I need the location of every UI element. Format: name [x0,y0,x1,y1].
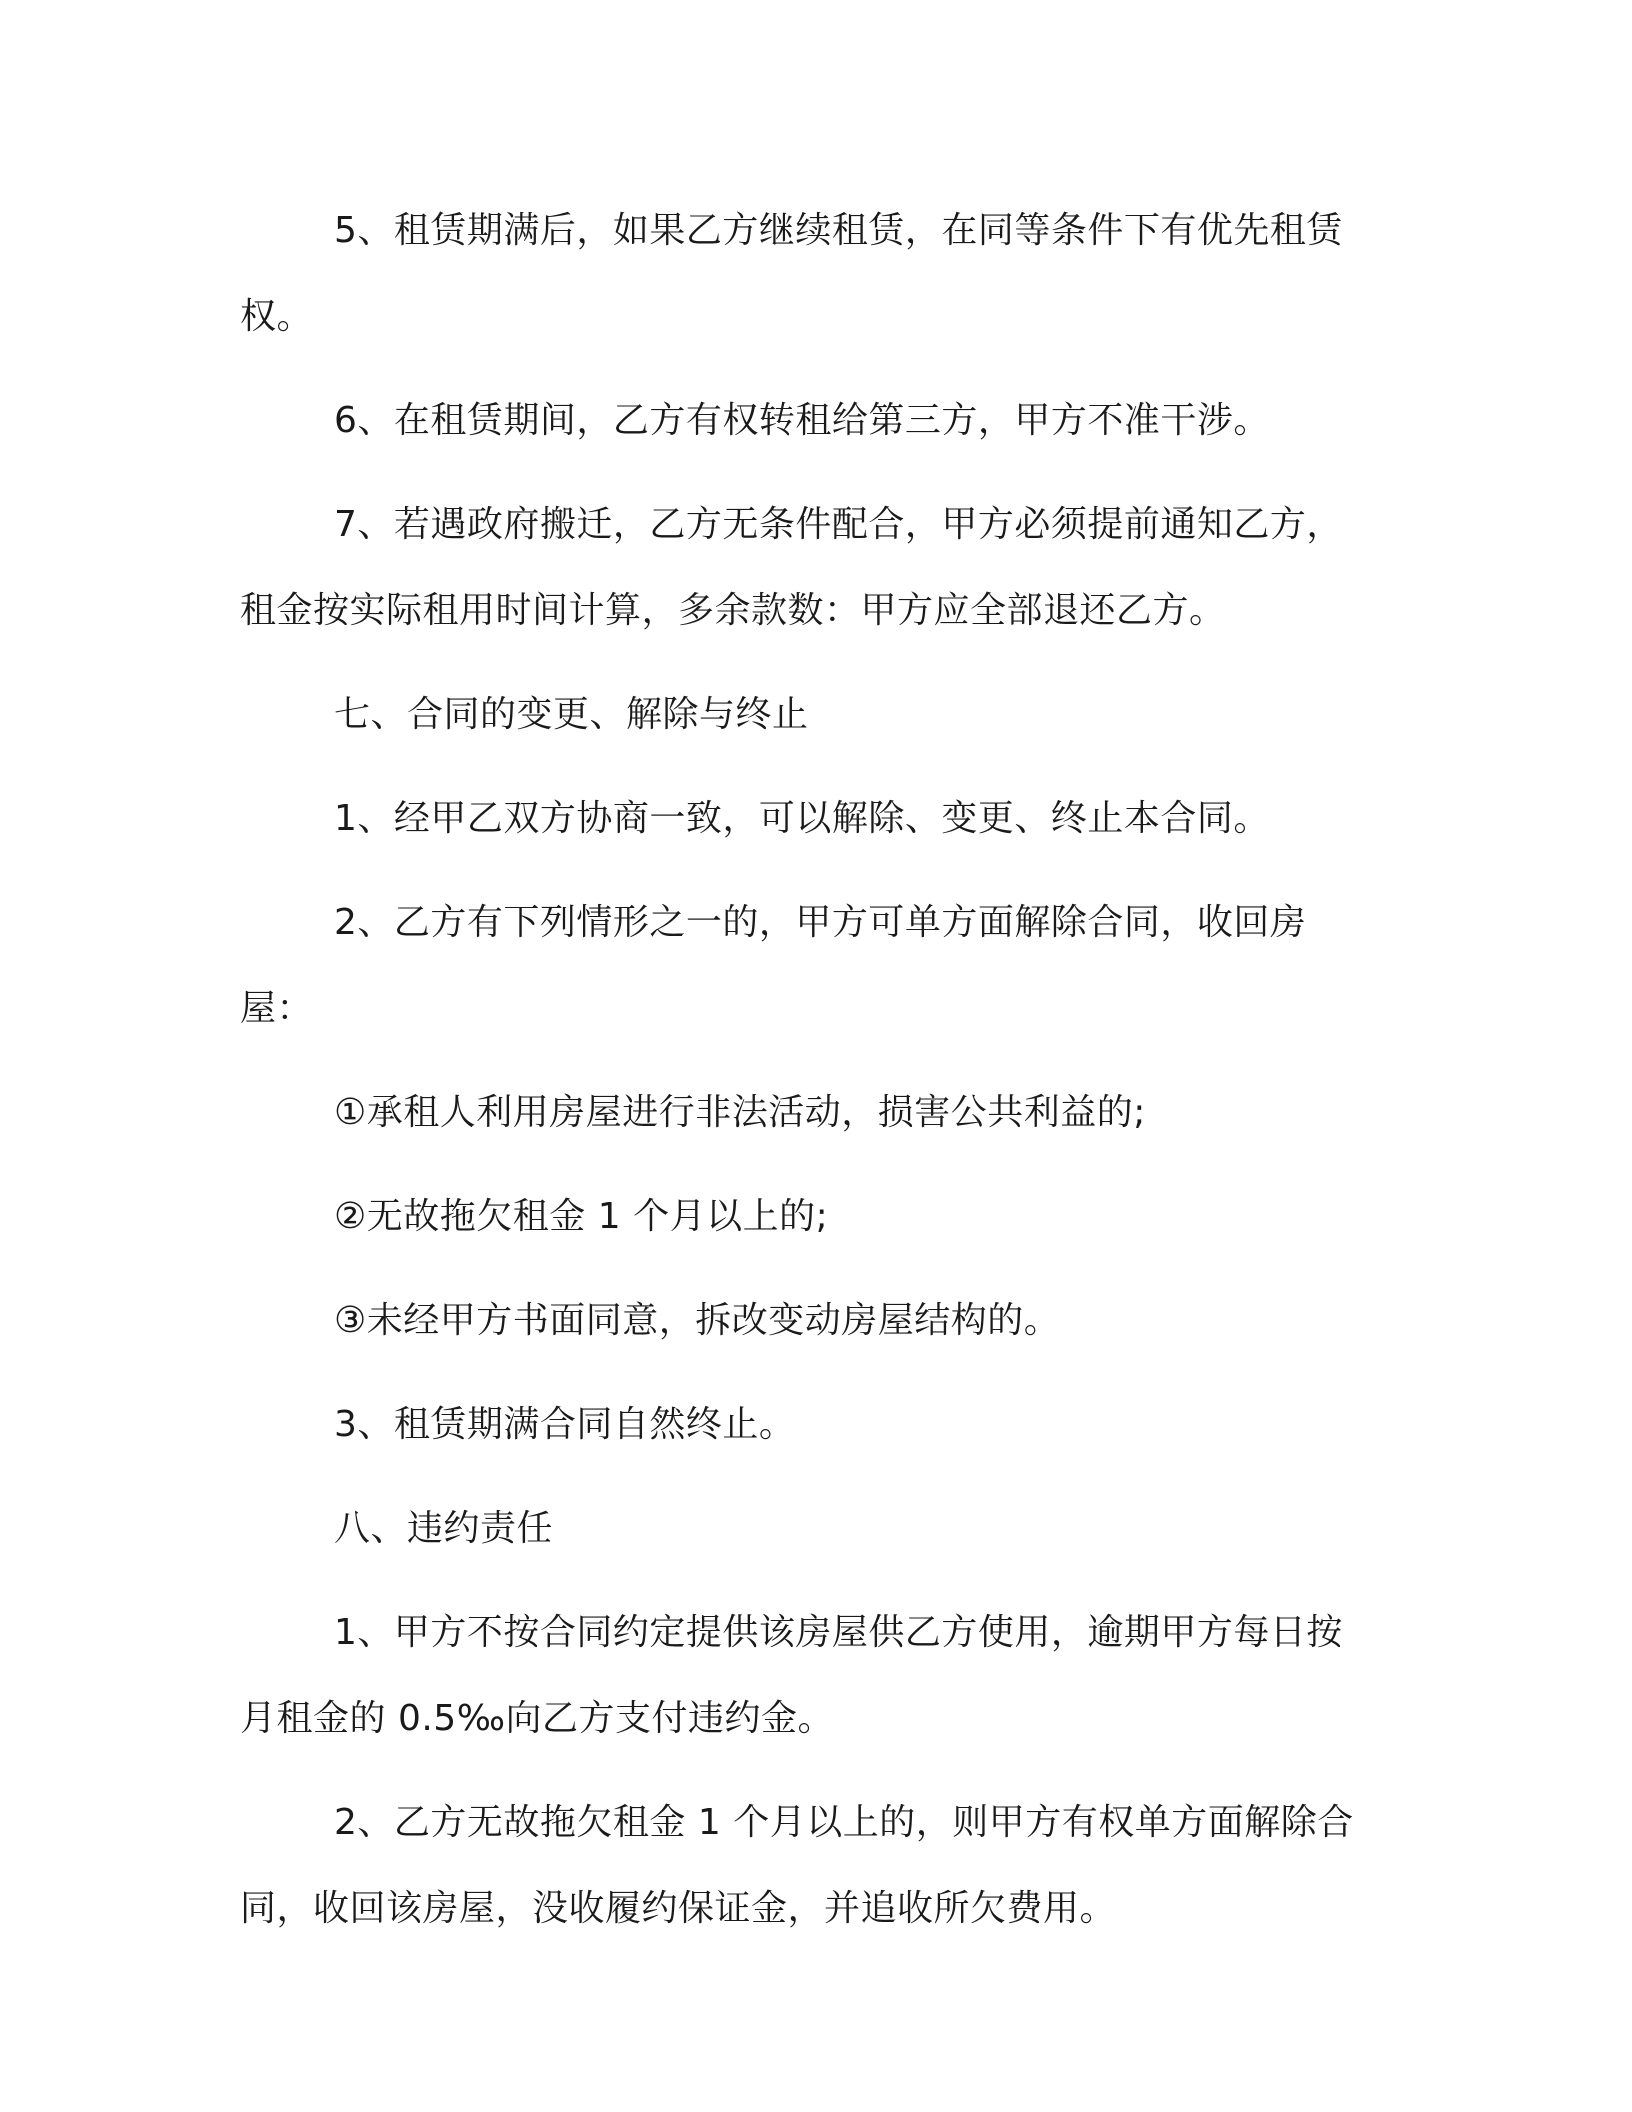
document-body [240,188,1370,1970]
list-item-rent-arrears: ②无故拖欠租金 1 个月以上的; [334,1196,829,1237]
section-heading-liability: 八、违约责任 [334,1508,554,1549]
clause-relocation: 7、若遇政府搬迁，乙方无条件配合，甲方必须提前通知乙方，租金按实际租用时间计算，多余款数：甲方应全部退还乙方。 [240,504,1343,631]
clause-tenant-penalty: 2、乙方无故拖欠租金 1 个月以上的，则甲方有权单方面解除合同，收回该房屋，没收履约保证金，并追收所欠费用。 [240,1802,1354,1929]
clause-priority-renewal: 5、租赁期满后，如果乙方继续租赁，在同等条件下有优先租赁权。 [240,210,1343,337]
section-heading-termination: 七、合同的变更、解除与终止 [334,694,809,735]
clause-sublease: 6、在租赁期间，乙方有权转租给第三方，甲方不准干涉。 [334,400,1270,441]
clause-landlord-penalty: 1、甲方不按合同约定提供该房屋供乙方使用，逾期甲方每日按月租金的 0.5‰向乙方支付违约金。 [240,1612,1343,1739]
clause-mutual-termination: 1、经甲乙双方协商一致，可以解除、变更、终止本合同。 [334,798,1270,839]
clause-unilateral-termination: 2、乙方有下列情形之一的，甲方可单方面解除合同，收回房屋： [240,902,1307,1029]
list-item-illegal-activity: ①承租人利用房屋进行非法活动，损害公共利益的; [334,1092,1146,1133]
clause-natural-termination: 3、租赁期满合同自然终止。 [334,1404,796,1445]
list-item-structural-change: ③未经甲方书面同意，拆改变动房屋结构的。 [334,1300,1061,1341]
